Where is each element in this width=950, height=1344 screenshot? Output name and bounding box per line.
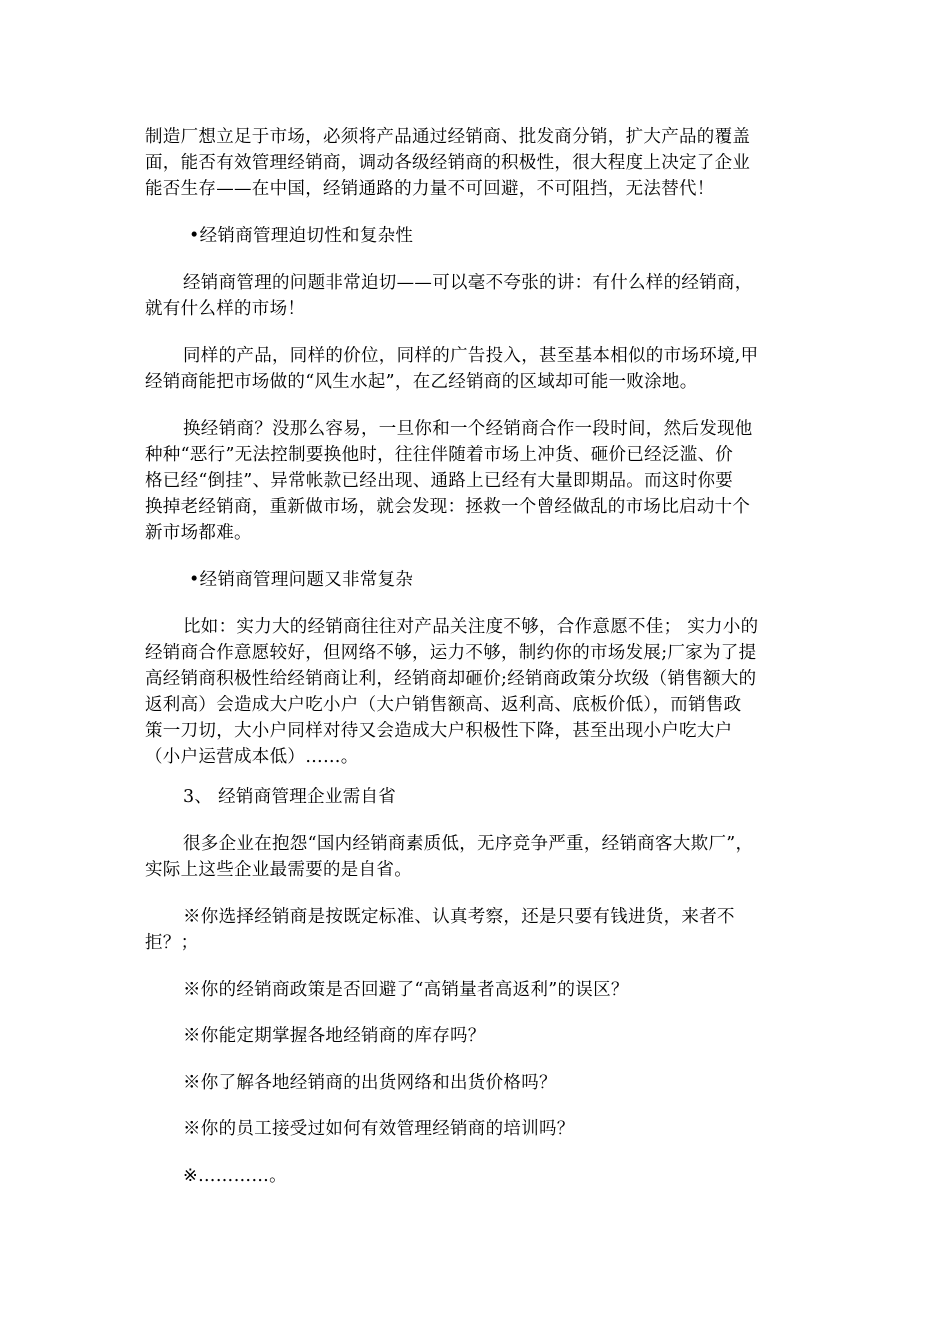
question-line: 拒？； [145, 933, 199, 953]
question-line: ※你的员工接受过如何有效管理经销商的培训吗？ [183, 1119, 575, 1139]
paragraph-line: 经销商合作意愿较好，但网络不够，运力不够，制约你的市场发展;厂家为了提 [145, 643, 757, 663]
paragraph-line: 比如：实力大的经销商往往对产品关注度不够，合作意愿不佳； 实力小的 [183, 617, 759, 637]
paragraph-line: 面，能否有效管理经销商，调动各级经销商的积极性，很大程度上决定了企业 [145, 153, 751, 173]
question-line: ※你选择经销商是按既定标准、认真考察，还是只要有钱进货，来者不 [183, 907, 735, 927]
question-line: ※你能定期掌握各地经销商的库存吗？ [183, 1026, 486, 1046]
question-line: ※你的经销商政策是否回避了“高销量者高返利”的误区？ [183, 980, 629, 1000]
paragraph-line: 就有什么样的市场！ [145, 299, 306, 319]
section-heading: 3、 经销商管理企业需自省 [183, 787, 397, 807]
paragraph-line: 换经销商？没那么容易，一旦你和一个经销商合作一段时间，然后发现他 [183, 419, 753, 439]
paragraph-line: 经销商管理的问题非常迫切——可以毫不夸张的讲：有什么样的经销商， [183, 273, 753, 293]
paragraph-line: 高经销商积极性给经销商让利，经销商却砸价;经销商政策分坎级（销售额大的 [145, 669, 757, 689]
bullet-heading: •经销商管理迫切性和复杂性 [189, 226, 414, 246]
paragraph-line: 能否生存——在中国，经销通路的力量不可回避，不可阻挡，无法替代！ [145, 179, 715, 199]
paragraph-line: 实际上这些企业最需要的是自省。 [145, 860, 412, 880]
question-line: ※你了解各地经销商的出货网络和出货价格吗？ [183, 1073, 557, 1093]
paragraph-line: 返利高）会造成大户吃小户（大户销售额高、返利高、底板价低），而销售政 [145, 695, 742, 715]
question-line: ※…………。 [183, 1166, 287, 1186]
paragraph-line: 制造厂想立足于市场，必须将产品通过经销商、批发商分销，扩大产品的覆盖 [145, 127, 751, 147]
paragraph-line: 很多企业在抱怨“国内经销商素质低，无序竞争严重，经销商客大欺厂”， [183, 834, 754, 854]
paragraph-line: 策一刀切，大小户同样对待又会造成大户积极性下降，甚至出现小户吃大户 [145, 721, 733, 741]
bullet-heading: •经销商管理问题又非常复杂 [189, 570, 414, 590]
paragraph-line: 换掉老经销商，重新做市场，就会发现：拯救一个曾经做乱的市场比启动十个 [145, 497, 751, 517]
paragraph-line: 经销商能把市场做的“风生水起”，在乙经销商的区域却可能一败涂地。 [145, 372, 698, 392]
paragraph-line: （小户运营成本低）……。 [145, 747, 359, 767]
paragraph-line: 新市场都难。 [145, 523, 252, 543]
paragraph-line: 同样的产品，同样的价位，同样的广告投入，甚至基本相似的市场环境,甲 [183, 346, 759, 366]
paragraph-line: 格已经“倒挂”、异常帐款已经出现、通路上已经有大量即期品。而这时你要 [145, 471, 734, 491]
paragraph-line: 种种“恶行”无法控制要换他时，往往伴随着市场上冲货、砸价已经泛滥、价 [145, 445, 734, 465]
